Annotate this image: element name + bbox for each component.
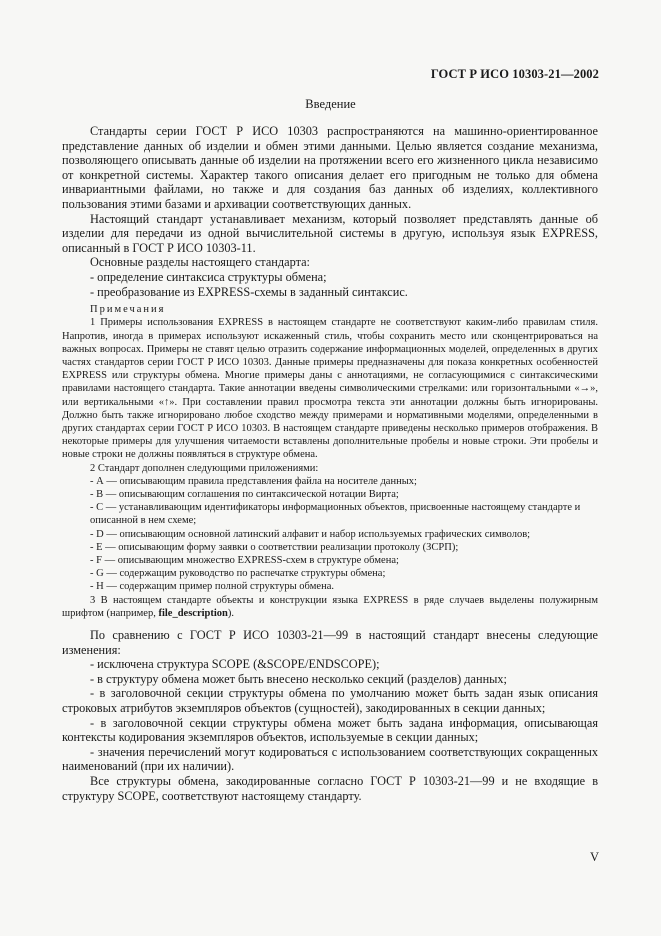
notes-block <box>62 303 598 620</box>
note-3 <box>62 594 598 620</box>
changes-intro: По сравнению с ГОСТ Р ИСО 10303-21—99 в настоящий стандарт внесены следующие изменения: <box>62 628 598 657</box>
notes-title: Примечания <box>90 304 166 316</box>
annex-item-e: - Е — описывающим форму заявки о соответствии реализации протоколу (ЗСРП); <box>90 541 459 553</box>
change-item-5: - значения перечислений могут кодироваться с использованием соответствующих сокращенных наименований (при их наличии). <box>62 744 598 774</box>
note-1: 1 Примеры использования EXPRESS в настоящем стандарте не соответствуют каким-либо правилам стиля. Напротив, иногда в примерах используют искаженный стиль, чтобы сохранить место или сконцентрироваться на важных вопросах. Примеры не ставят целью отразить содержание информационных моделей, определенных в других частях стандартов серии ГОСТ Р ИСО 10303. Данные примеры предназначены для показа конкретных особенностей EXPRESS или структуры обмена. Многие примеры даны с аннотациями, не согласующимися с синтаксическими правилами настоящего стандарта. Такие аннотации введены символическими стрелками: или горизонтальными «→», или вертикальными «↑». При составлении правил просмотра текста эти аннотации должны быть игнорированы. Должно быть также игнорировано любое сходство между примерами и нормативными моделями, определенными в других стандартах серии ГОСТ Р ИСО 10303. В настоящем стандарте приведены несколько примеров отображения. В некоторые примеры для улучшения читаемости вставлены дополнительные пробелы и новые строки. Эти пробелы и новые строки не должны появляться в структуре обмена. <box>62 317 598 461</box>
section-item-1: - определение синтаксиса структуры обмена; <box>90 269 327 284</box>
note-2-intro: 2 Стандарт дополнен следующими приложениями: <box>90 462 319 474</box>
annex-item-h: - Н — содержащим пример полной структуры обмена. <box>90 581 334 593</box>
annex-item-c: - С — устанавливающим идентификаторы информационных объектов, присвоенные настоящему стандарте и описанной в нем схеме; <box>90 502 581 527</box>
annex-item-b: - В — описывающим соглашения по синтаксической нотации Вирта; <box>90 488 399 500</box>
document-body <box>62 124 598 803</box>
page-number: V <box>589 850 599 864</box>
closing-paragraph: Все структуры обмена, закодированные согласно ГОСТ Р 10303-21—99 и не входящие в структуру SCOPE, соответствуют настоящему стандарту. <box>62 773 598 803</box>
annex-item-d: - D — описывающим основной латинский алфавит и набор используемых графических символов; <box>90 528 531 540</box>
document-header: ГОСТ Р ИСО 10303-21—2002 <box>430 67 599 81</box>
annex-item-g: - G — содержащим руководство по распечатке структуры обмена; <box>90 568 386 580</box>
change-item-1: - исключена структура SCOPE (&SCOPE/ENDSCOPE); <box>90 657 380 672</box>
note-3-example: file_description <box>158 607 228 619</box>
section-item-2: - преобразование из EXPRESS-схемы в заданный синтаксис. <box>90 284 408 299</box>
page-title: Введение <box>305 97 356 111</box>
note-3-text: 3 В настоящем стандарте объекты и конструкции языка EXPRESS в ряде случаев выделены полужирным шрифтом (например, <box>62 594 598 619</box>
annex-item-f: - F — описывающим множество EXPRESS-схем в структуре обмена; <box>90 554 399 566</box>
note-3-end: ). <box>227 607 235 619</box>
change-item-3: - в заголовочной секции структуры обмена по умолчанию может быть задан язык описания строковых атрибутов экземпляров объектов (сущностей), закодированных в секции данных; <box>62 686 598 715</box>
intro-paragraph-2: Настоящий стандарт устанавливает механизм, который позволяет представлять данные об изделии для передачи из одной вычислительной системы в другую, используя язык EXPRESS, описанный в ГОСТ Р ИСО 10303-11. <box>62 211 598 255</box>
change-item-4: - в заголовочной секции структуры обмена может быть задана информация, описывающая контексты кодирования экземпляров объектов, используемые в секции данных; <box>62 715 598 745</box>
annex-item-a: - А — описывающим правила представления файла на носителе данных; <box>90 475 417 487</box>
intro-paragraph-3: Основные разделы настоящего стандарта: <box>90 255 310 270</box>
change-item-2: - в структуру обмена может быть внесено несколько секций (разделов) данных; <box>90 671 507 686</box>
intro-paragraph-1: Стандарты серии ГОСТ Р ИСО 10303 распространяются на машинно-ориентированное представление данных об изделии и обмен этими данными. Целью является создание механизма, позволяющего описывать данные об изделии на протяжении всего его жизненного цикла независимо от конкретной системы. Характер такого описания делает его пригодным не только для обмена инвариантными файлами, но также и для создания баз данных об изделиях, коллективного пользования этими базами и архивации соответствующих данных. <box>62 124 598 211</box>
